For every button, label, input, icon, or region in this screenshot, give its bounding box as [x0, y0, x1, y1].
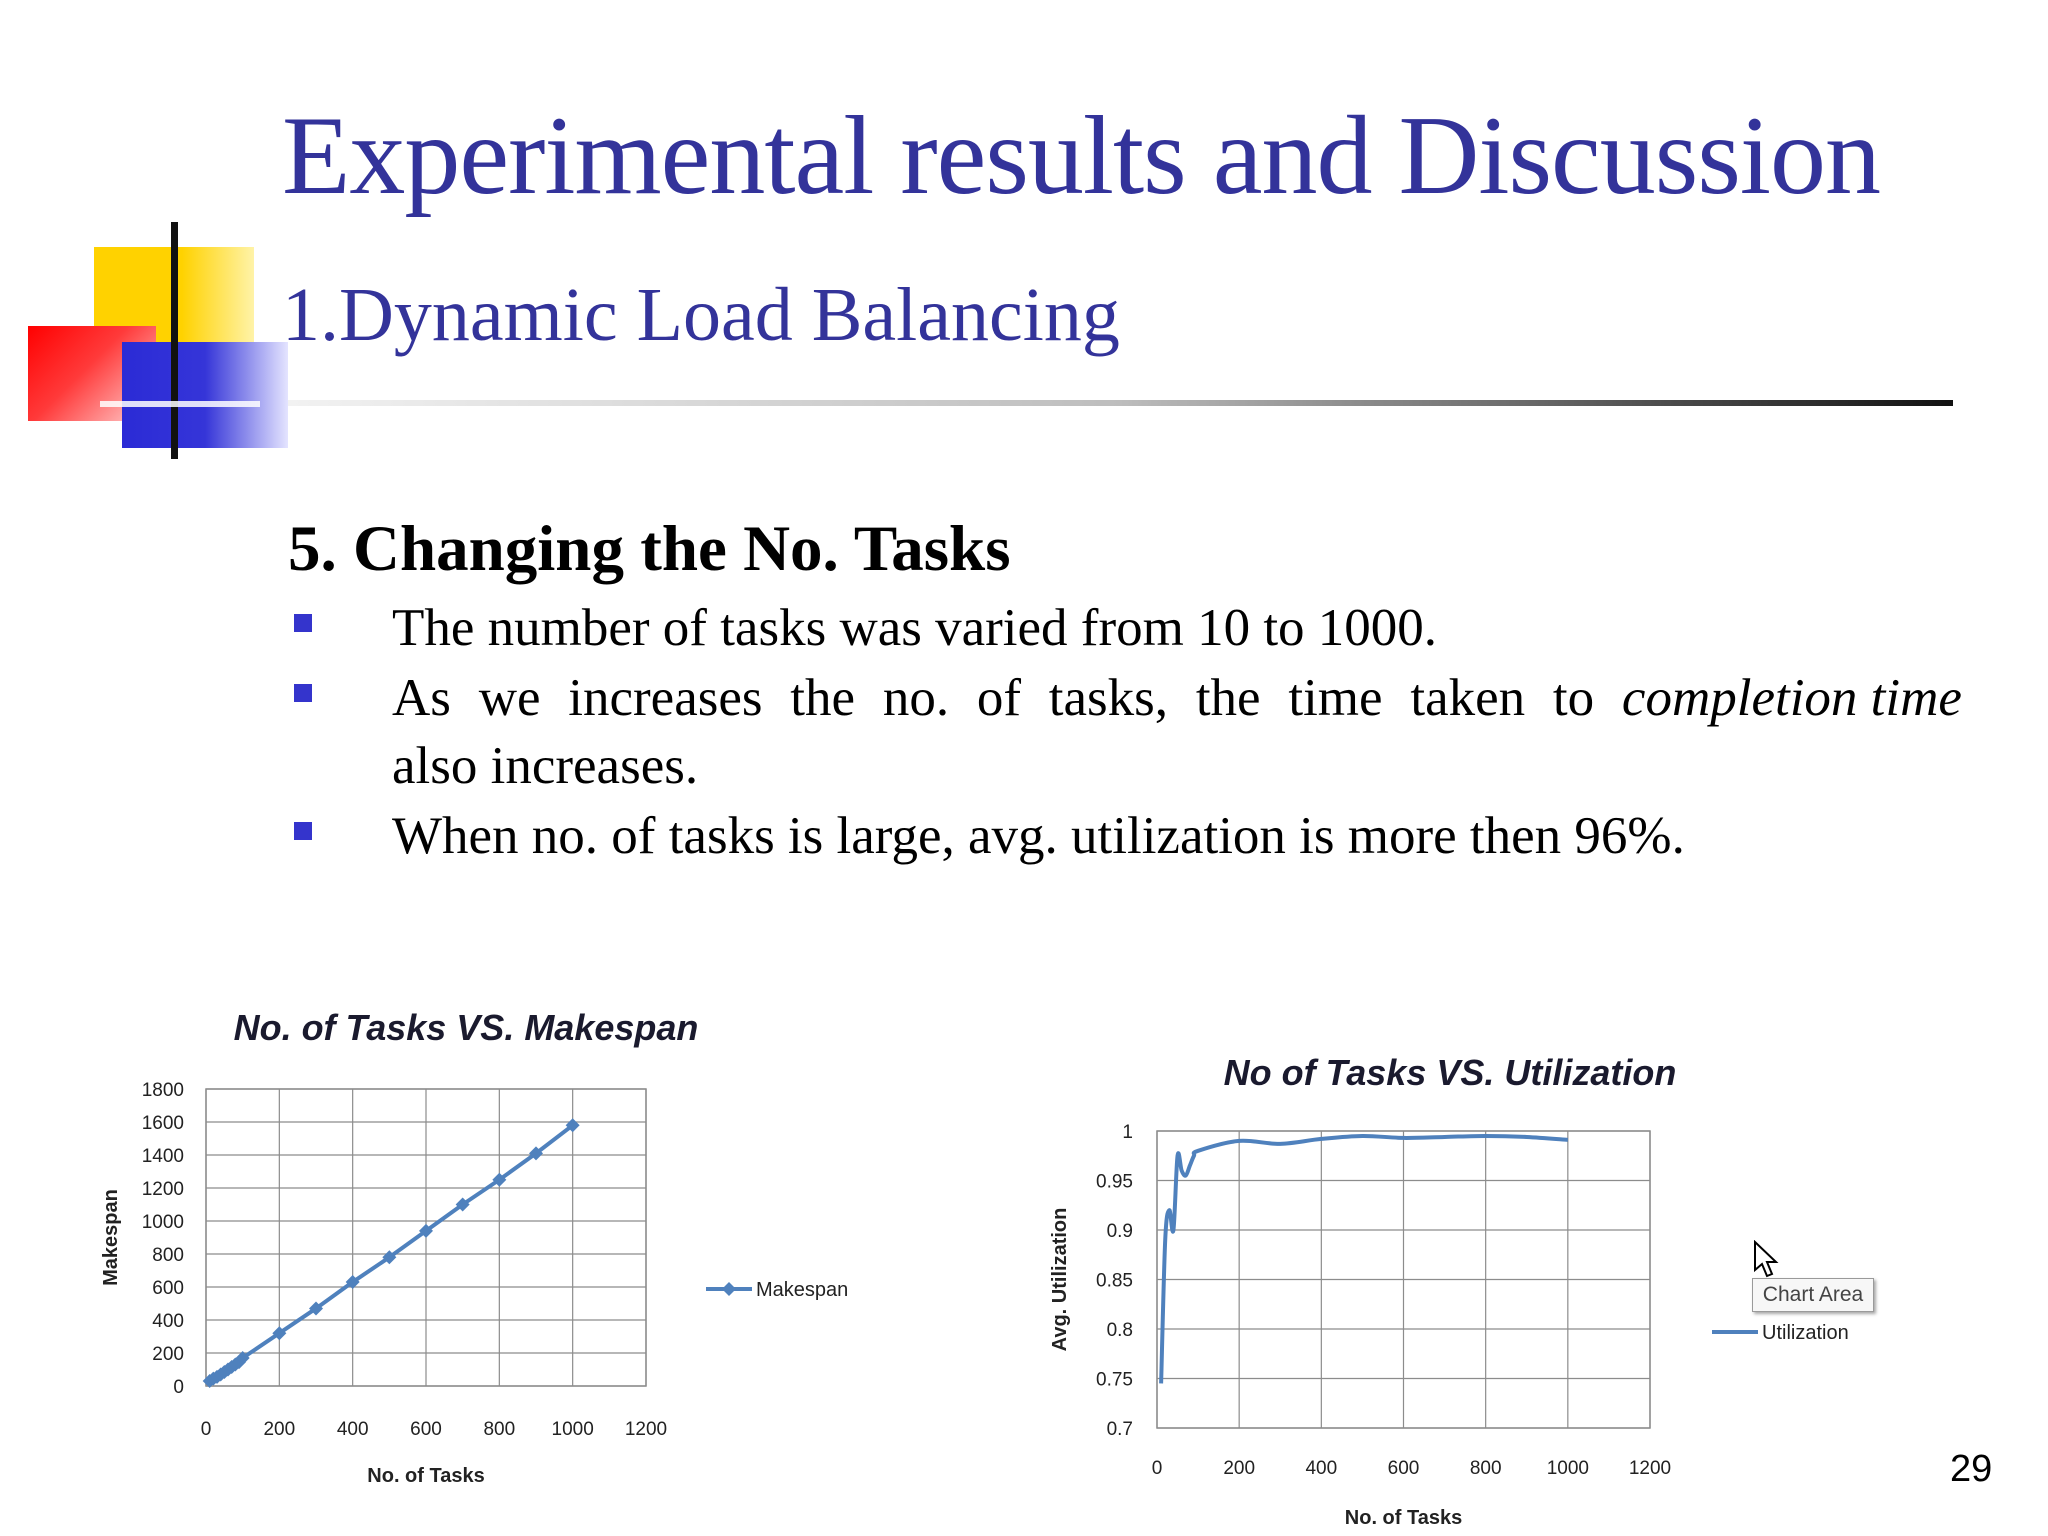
section-heading: 5. Changing the No. Tasks: [288, 513, 1011, 585]
y-tick-label: 1: [1122, 1122, 1133, 1143]
y-tick-label: 800: [152, 1245, 184, 1266]
y-tick-label: 400: [152, 1311, 184, 1332]
chart-area-tooltip: Chart Area: [1752, 1278, 1874, 1312]
x-tick-label: 1000: [1546, 1458, 1589, 1479]
legend-label: Utilization: [1762, 1322, 1849, 1344]
slide-subtitle: 1.Dynamic Load Balancing: [282, 273, 1120, 357]
y-tick-label: 0: [173, 1377, 184, 1398]
slide-title: Experimental results and Discussion: [282, 94, 1881, 218]
y-tick-label: 200: [152, 1344, 184, 1365]
x-axis-label: No. of Tasks: [367, 1465, 485, 1487]
y-tick-label: 600: [152, 1278, 184, 1299]
bullet-2-word: of: [976, 669, 1022, 727]
y-tick-label: 1400: [141, 1146, 184, 1167]
chart-title: No. of Tasks VS. Makespan: [233, 1007, 699, 1048]
page-number: 29: [1950, 1448, 1993, 1490]
bullet-2-word: tasks,: [1048, 669, 1169, 727]
bullet-3-text: When no. of tasks is large, avg. utilization is more then 96%.: [392, 807, 1685, 865]
y-tick-label: 0.85: [1096, 1270, 1133, 1292]
bullet-2-word: we: [478, 669, 541, 727]
mouse-pointer-icon: [1752, 1240, 1780, 1280]
bullet-2-word: the: [1195, 669, 1261, 727]
x-tick-label: 600: [410, 1419, 442, 1440]
x-tick-label: 0: [200, 1419, 212, 1440]
y-tick-label: 1600: [141, 1113, 184, 1134]
legend-label: Makespan: [756, 1279, 849, 1301]
x-tick-label: 200: [263, 1419, 296, 1440]
x-tick-label: 800: [1469, 1458, 1502, 1479]
y-tick-label: 0.7: [1106, 1419, 1133, 1440]
chart-title: No of Tasks VS. Utilization: [1223, 1052, 1677, 1093]
y-tick-label: 0.75: [1096, 1369, 1133, 1391]
y-tick-label: 0.95: [1096, 1171, 1133, 1193]
y-tick-label: 0.9: [1106, 1221, 1133, 1242]
legend-marker: [722, 1282, 736, 1296]
x-tick-label: 400: [336, 1419, 369, 1440]
y-axis-label: Avg. Utilization: [1049, 1207, 1071, 1352]
bullet-2-word: to: [1552, 669, 1595, 727]
y-tick-label: 1200: [141, 1179, 184, 1200]
bullet-2-word: taken: [1410, 669, 1526, 727]
x-tick-label: 1200: [624, 1419, 668, 1440]
y-axis-label: Makespan: [100, 1189, 122, 1286]
x-tick-label: 1200: [1628, 1458, 1672, 1479]
x-tick-label: 0: [1151, 1458, 1163, 1479]
bullet-2-word: the: [790, 669, 856, 727]
bullet-1-text: The number of tasks was varied from 10 to 1000.: [392, 599, 1438, 657]
x-tick-label: 800: [483, 1419, 516, 1440]
x-tick-label: 1000: [551, 1419, 594, 1440]
bullet-2-word: As: [392, 669, 451, 727]
bullet-2-word: increases: [568, 669, 763, 727]
x-tick-label: 200: [1223, 1458, 1256, 1479]
x-tick-label: 400: [1305, 1458, 1338, 1479]
bullet-2-line-2: also increases.: [392, 737, 699, 795]
y-tick-label: 1000: [141, 1212, 184, 1233]
y-tick-label: 1800: [141, 1080, 184, 1101]
x-tick-label: 600: [1387, 1458, 1420, 1479]
bullet-2-italic: completion time: [1621, 669, 1962, 727]
bullet-2-word: no.: [882, 669, 950, 727]
x-axis-label: No. of Tasks: [1344, 1507, 1463, 1529]
y-tick-label: 0.8: [1106, 1320, 1133, 1341]
bullet-2-word: time: [1288, 669, 1383, 727]
